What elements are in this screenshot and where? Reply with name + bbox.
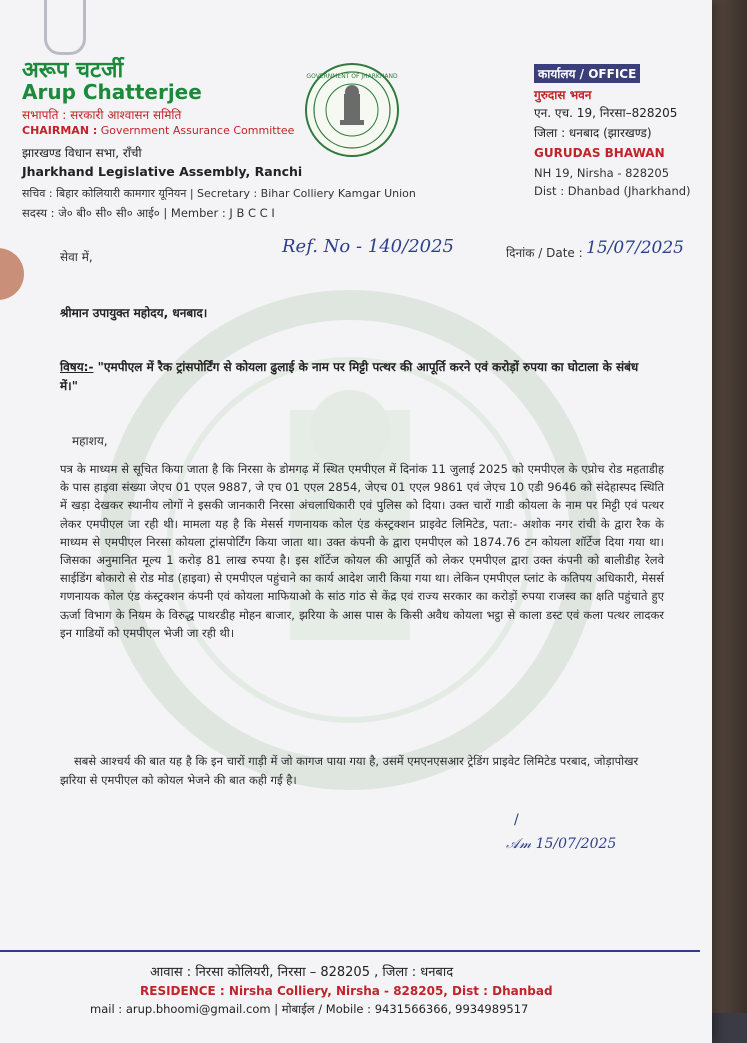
subject-line	[60, 358, 660, 396]
chair-hindi-value: सरकारी आश्वासन समिति	[70, 108, 182, 122]
chairman-hindi	[22, 106, 181, 123]
address1-hindi: एन. एच. 19, निरसा–828205	[534, 106, 678, 120]
signature-tick: /	[514, 812, 519, 828]
chair-english-value: Government Assurance Committee	[100, 124, 295, 137]
chair-hindi-label: सभापति :	[22, 108, 67, 122]
address1-english: NH 19, Nirsha - 828205	[534, 166, 670, 180]
name-english: Arup Chatterjee	[22, 80, 202, 104]
address2-english: Dist : Dhanbad (Jharkhand)	[534, 184, 691, 198]
residence-english	[140, 984, 553, 998]
assembly-hindi: झारखण्ड विधान सभा, राँची	[22, 146, 142, 160]
name-hindi: अरूप चटर्जी	[22, 58, 124, 83]
assembly-english: Jharkhand Legislative Assembly, Ranchi	[22, 164, 303, 179]
second-paragraph: सबसे आश्चर्य की बात यह है कि इन चारों गाड़ी में जो कागज पाया गया है, उसमें एमएनएसआर ट्रेडिंग प्राइवेट लिमिटेड परबाद, जोड़ापोखर झरिया से एमपीएल को कोयल भेजने की बात कही गई है।	[60, 754, 639, 787]
bhawan-english: GURUDAS BHAWAN	[534, 146, 665, 160]
secretary-line: सचिव : बिहार कोलियारी कामगार यूनियन | Secretary : Bihar Colliery Kamgar Union	[22, 187, 416, 200]
secretary-english: Secretary : Bihar Colliery Kamgar Union	[197, 187, 416, 200]
residence-english-text: RESIDENCE : Nirsha Colliery, Nirsha - 828205, Dist : Dhanbad	[140, 984, 553, 998]
mobile: मोबाईल / Mobile : 9431566366, 9934989517	[281, 1002, 529, 1016]
paper-clip	[44, 0, 86, 55]
chair-english-label: CHAIRMAN :	[22, 124, 98, 137]
date-value: 15/07/2025	[586, 238, 684, 258]
reference-number: Ref. No - 140/2025	[282, 236, 455, 257]
signature	[506, 836, 616, 852]
member-english: Member : J B C C I	[170, 206, 275, 220]
member-line: सदस्य : जे० बी० सी० सी० आई० | Member : J B C C I	[22, 206, 275, 220]
address2-hindi: जिला : धनबाद (झारखण्ड)	[534, 126, 652, 140]
office-label: कार्यालय / OFFICE	[534, 64, 640, 83]
residence-hindi: आवास : निरसा कोलियरी, निरसा – 828205 , जिला : धनबाद	[150, 965, 454, 980]
addressee: श्रीमान उपायुक्त महोदय, धनबाद।	[60, 306, 208, 320]
bhawan-hindi: गुरुदास भवन	[534, 88, 592, 102]
email: mail : arup.bhoomi@gmail.com	[90, 1002, 271, 1016]
subject-text: "एमपीएल में रैक ट्रांसपोर्टिंग से कोयला ढुलाई के नाम पर मिट्टी पत्थर की आपूर्ति करने एवं करोड़ों रुपया का घोटाला के संबंध में।"	[60, 360, 639, 393]
seva-label: सेवा में,	[60, 250, 93, 264]
body-paragraph: पत्र के माध्यम से सूचित किया जाता है कि निरसा के डोमगढ़ में स्थित एमपीएल में दिनांक 11 जुलाई 2025 को एमपीएल के एप्रोच रोड महताडीह के पास हाइवा संख्या जेएच 01 एएल 9887, जे एच 01 एएल 2854, जेएच 01 एएल 9861 एवं जेएच 10 एडी 9646 को संदेहास्पद स्थिति में खड़ा देखकर स्थानीय लोगों ने इसकी जानकारी निरसा अंचलाधिकारी एवं पुलिस को दिया। उक्त चारों गाडी कोयला के नाम पर मिट्टी एवं पत्थर लेकर एमपीएल जा रही थी। मामला यह है कि मेसर्स गणनायक कोल एंड कंस्ट्रक्शन प्राइवेट लिमिटेड, पता:- अशोक नगर रांची के द्वारा रैक के माध्यम से एमपीएल निरसा कोयला ट्रांसपोर्टिंग किया जाता था। उक्त कंपनी के द्वारा एमपीएल को 1874.76 टन कोयला शॉर्टेज दिया गया था। जिसका अनुमानित मूल्य 1 करोड़ 81 लाख रुपया है। इस शॉर्टेज कोयल की आपूर्ति को लेकर एमपीएल द्वारा उक्त कंपनी को बालीडीह रेलवे साईडिंग बोकारो से रोड मोड (हाइवा) से एमपीएल पहुंचाने का कार्य आदेश जारी किया गया था। लेकिन एमपीएल प्लांट के कतिपय अधिकारी, मेसर्स गणनायक कोल एंड कंस्ट्रक्शन कंपनी एवं कोयला माफियाओ के सांठ गांठ से केंद्र एवं राज्य सरकार का करोड़ों रुपया राजस्व का क्षति पहुंचाते हुए ऊर्जा विभाग के नियम के विरुद्ध पाथरडीह मोहन बाजार, झरिया के आस पास के किसी अवैध कोयला भट्ठा से काला डस्ट एवं कला पत्थर लादकर इन गाडियों को एमपीएल भेजी जा रही थी।	[60, 462, 664, 640]
member-hindi: सदस्य : जे० बी० सी० सी० आई०	[22, 206, 160, 220]
signature-date: 15/07/2025	[535, 836, 617, 852]
footer-divider	[0, 950, 700, 952]
chairman-english	[22, 124, 294, 137]
seal-text: GOVERNMENT OF JHARKHAND	[306, 73, 398, 80]
subject-label: विषय:-	[60, 360, 94, 374]
salutation: महाशय,	[72, 434, 108, 448]
signature-scribble: 𝒜𝓂	[506, 836, 536, 852]
secretary-hindi: सचिव : बिहार कोलियारी कामगार यूनियन	[22, 187, 187, 200]
government-seal-icon	[304, 62, 400, 158]
contact-line: mail : arup.bhoomi@gmail.com | मोबाईल / Mobile : 9431566366, 9934989517	[90, 1002, 529, 1016]
date-label: दिनांक / Date :	[506, 246, 583, 260]
